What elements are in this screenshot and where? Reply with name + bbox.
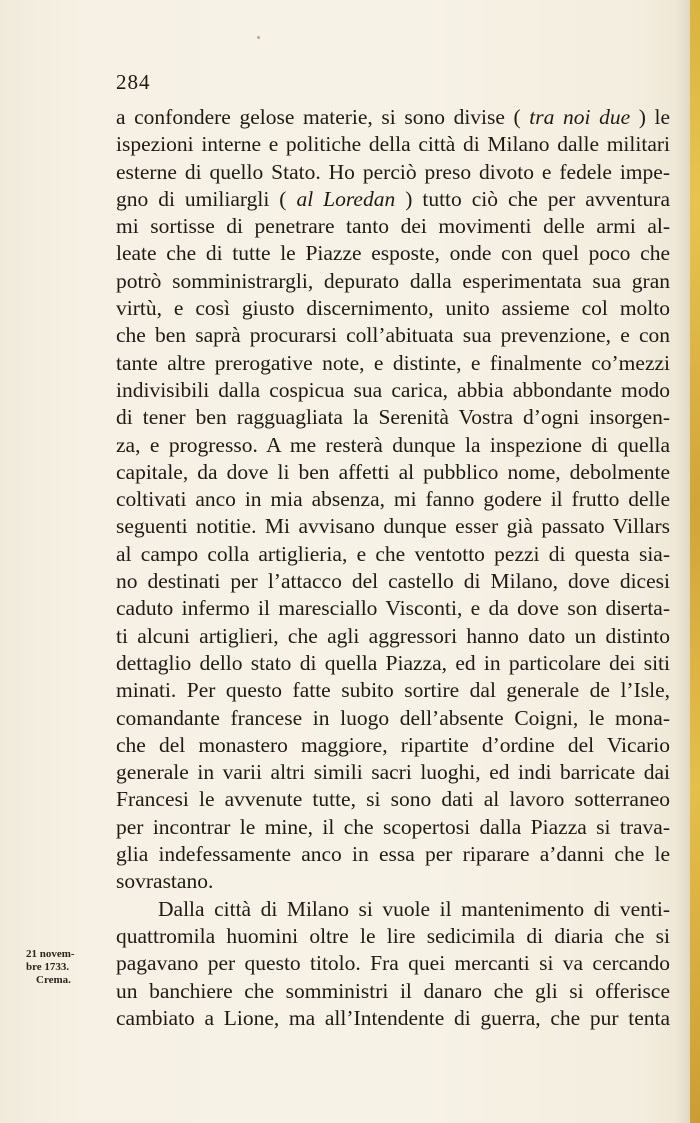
text-line: comandante francese in luogo dell’absente Coigni, le mona-: [116, 705, 670, 730]
text-line: za, e progresso. A me resterà dunque la inspezione di quella: [116, 432, 670, 457]
text-line: generale in varii altri simili sacri luoghi, ed indi barricate dai: [116, 760, 670, 785]
text-line: quattromila huomini oltre le lire sedicimila di diaria che si: [116, 923, 670, 948]
body-text: [116, 104, 670, 1032]
text-line: glia indefessamente anco in essa per riparare a’danni che le: [116, 842, 670, 867]
text-line: leate che di tutte le Piazze esposte, onde con quel poco che: [116, 241, 670, 266]
text-line: sovrastano.: [116, 869, 214, 894]
text-line: coltivati anco in mia absenza, mi fanno godere il frutto delle: [116, 487, 670, 512]
text-line: esterne di quello Stato. Ho perciò preso divoto e fedele impe-: [116, 159, 670, 184]
text-line: capitale, da dove li ben affetti al pubblico nome, debolmente: [116, 459, 670, 484]
text-line: per incontrar le mine, il che scopertosi dalla Piazza si trava-: [116, 814, 670, 839]
text-line: potrò somministrargli, depurato dalla esperimentata sua gran: [116, 268, 670, 293]
page-number: 284: [116, 70, 151, 94]
text-line: un banchiere che somministri il danaro che gli si offerisce: [116, 978, 670, 1003]
text-line: mi sortisse di penetrare tanto dei movimenti delle armi al-: [116, 214, 670, 239]
text-line: gno di umiliargli ( al Loredan ) tutto ciò che per avventura: [116, 186, 670, 211]
text-line: ti alcuni artiglieri, che agli aggressori hanno dato un distinto: [116, 623, 670, 648]
margin-note: [26, 948, 106, 987]
paper-speck: [257, 36, 260, 39]
text-line: no destinati per l’attacco del castello di Milano, dove dicesi: [116, 569, 670, 594]
text-line: a confondere gelose materie, si sono divise ( tra noi due ) le: [116, 105, 670, 129]
margin-note-place: Crema.: [36, 974, 71, 986]
text-line: al campo colla artiglieria, e che ventotto pezzi di questa sia-: [116, 541, 670, 566]
text-line: virtù, e così giusto discernimento, unito assieme col molto: [116, 296, 670, 321]
page-edge-shadow: [676, 0, 690, 1123]
text-line: seguenti notitie. Mi avvisano dunque esser già passato Villars: [116, 514, 670, 539]
text-line: dettaglio dello stato di quella Piazza, ed in particolare dei siti: [116, 650, 670, 675]
text-line: cambiato a Lione, ma all’Intendente di guerra, che pur tenta: [116, 1005, 670, 1030]
text-line: Dalla città di Milano si vuole il mantenimento di venti-: [158, 896, 670, 921]
text-line: di tener ben ragguagliata la Serenità Vostra d’ogni insorgen-: [116, 405, 670, 430]
margin-note-year: bre 1733.: [26, 961, 70, 973]
margin-note-date: 21 novem-: [26, 948, 75, 960]
text-line: che del monastero maggiore, ripartite d’ordine del Vicario: [116, 732, 670, 757]
text-line: ispezioni interne e politiche della città di Milano dalle militari: [116, 132, 670, 157]
text-line: tante altre prerogative note, e distinte, e finalmente co’mezzi: [116, 350, 670, 375]
text-line: Francesi le avvenute tutte, si sono dati al lavoro sotterraneo: [116, 787, 670, 812]
text-line: che ben saprà procurarsi coll’abituata sua prevenzione, e con: [116, 323, 670, 348]
page-gilt-edge: [690, 0, 700, 1123]
text-line: minati. Per questo fatte subito sortire dal generale de l’Isle,: [116, 678, 670, 703]
text-line: pagavano per questo titolo. Fra quei mercanti si va cercando: [116, 951, 670, 976]
text-line: caduto infermo il maresciallo Visconti, e da dove son diserta-: [116, 596, 670, 621]
text-line: indivisibili dalla cospicua sua carica, abbia abbondante modo: [116, 377, 670, 402]
